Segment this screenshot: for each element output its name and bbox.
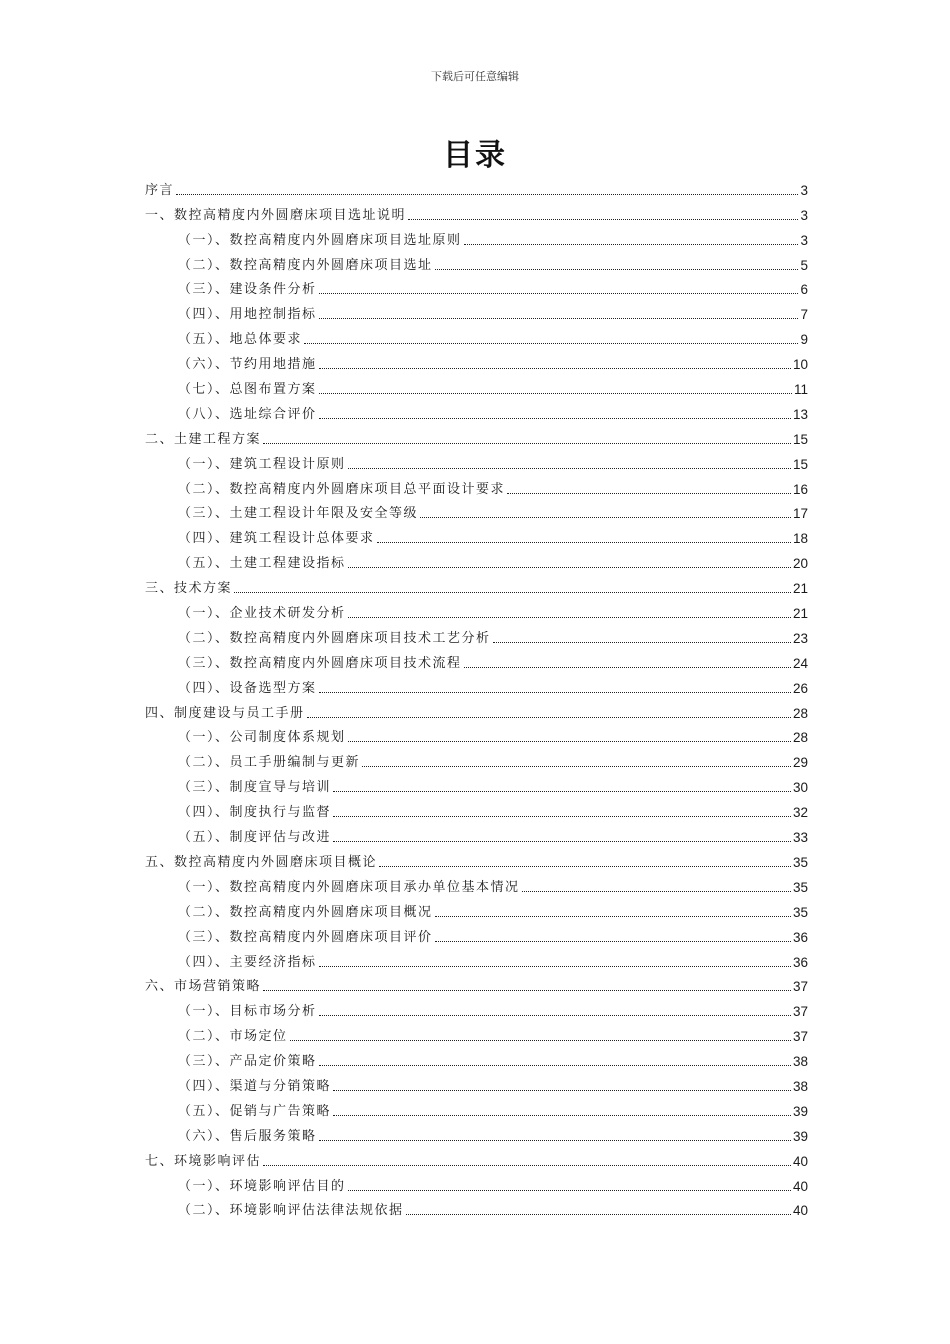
toc-entry[interactable] xyxy=(145,971,808,996)
toc-entry-label: （五）、土建工程建设指标 xyxy=(178,556,346,572)
toc-leader-dots xyxy=(333,791,791,792)
toc-leader-dots xyxy=(319,1140,791,1141)
toc-leader-dots xyxy=(348,1190,791,1191)
toc-leader-dots xyxy=(379,866,791,867)
toc-leader-dots xyxy=(290,1040,791,1041)
toc-leader-dots xyxy=(464,667,791,668)
toc-entry-label: （一）、建筑工程设计原则 xyxy=(178,456,346,472)
toc-entry-page: 38 xyxy=(792,1054,808,1070)
toc-entry-page: 32 xyxy=(792,805,808,821)
toc-entry-page: 5 xyxy=(800,257,808,273)
toc-entry-page: 40 xyxy=(792,1153,808,1169)
toc-entry-label: （二）、数控高精度内外圆磨床项目总平面设计要求 xyxy=(178,481,506,497)
toc-entry-page: 35 xyxy=(792,854,808,870)
toc-leader-dots xyxy=(333,1090,791,1091)
toc-entry-label: （二）、数控高精度内外圆磨床项目选址 xyxy=(178,257,433,273)
toc-entry[interactable] xyxy=(145,1195,808,1220)
toc-entry-page: 3 xyxy=(800,182,808,198)
toc-leader-dots xyxy=(319,1015,791,1016)
toc-leader-dots xyxy=(408,219,798,220)
toc-entry-label: （六）、节约用地措施 xyxy=(178,357,317,373)
toc-entry-page: 11 xyxy=(793,382,808,398)
toc-entry-page: 35 xyxy=(792,904,808,920)
toc-entry-label: （一）、环境影响评估目的 xyxy=(178,1178,346,1194)
toc-entry[interactable] xyxy=(145,995,808,1020)
toc-entry-label: （五）、制度评估与改进 xyxy=(178,830,332,846)
toc-entry-page: 3 xyxy=(800,207,808,223)
toc-entry[interactable] xyxy=(145,498,808,523)
toc-leader-dots xyxy=(333,841,791,842)
toc-entry[interactable] xyxy=(145,249,808,274)
toc-leader-dots xyxy=(319,418,791,419)
toc-leader-dots xyxy=(319,692,791,693)
toc-entry-label: 一、数控高精度内外圆磨床项目选址说明 xyxy=(145,207,407,223)
toc-entry-label: （五）、地总体要求 xyxy=(178,332,303,348)
toc-entry[interactable] xyxy=(145,697,808,722)
toc-entry[interactable] xyxy=(145,1045,808,1070)
toc-entry-page: 18 xyxy=(792,531,808,547)
toc-leader-dots xyxy=(319,393,792,394)
toc-leader-dots xyxy=(522,891,791,892)
toc-leader-dots xyxy=(234,592,791,593)
toc-entry[interactable] xyxy=(145,572,808,597)
toc-entry-page: 36 xyxy=(792,954,808,970)
toc-entry[interactable] xyxy=(145,547,808,572)
toc-entry[interactable] xyxy=(145,448,808,473)
toc-entry-page: 13 xyxy=(792,406,808,422)
toc-entry-page: 40 xyxy=(792,1203,808,1219)
toc-entry-page: 28 xyxy=(792,705,808,721)
toc-entry[interactable] xyxy=(145,224,808,249)
toc-entry-page: 28 xyxy=(792,730,808,746)
toc-entry-label: （二）、员工手册编制与更新 xyxy=(178,755,361,771)
toc-entry[interactable] xyxy=(145,274,808,299)
toc-entry-page: 30 xyxy=(792,780,808,796)
toc-entry[interactable] xyxy=(145,174,808,199)
toc-entry-label: （七）、总图布置方案 xyxy=(178,382,317,398)
toc-entry-label: （四）、制度执行与监督 xyxy=(178,805,332,821)
toc-entry[interactable] xyxy=(145,771,808,796)
header-note: 下载后可任意编辑 xyxy=(431,70,519,83)
toc-entry[interactable] xyxy=(145,622,808,647)
toc-entry[interactable] xyxy=(145,597,808,622)
toc-entry[interactable] xyxy=(145,821,808,846)
toc-entry-page: 21 xyxy=(792,581,808,597)
toc-entry-page: 37 xyxy=(792,1004,808,1020)
toc-entry-label: （三）、产品定价策略 xyxy=(178,1054,317,1070)
toc-entry-label: （二）、市场定位 xyxy=(178,1029,288,1045)
toc-entry-label: 三、技术方案 xyxy=(145,581,233,597)
toc-leader-dots xyxy=(435,916,791,917)
toc-entry-label: （五）、促销与广告策略 xyxy=(178,1103,332,1119)
toc-entry-label: （一）、数控高精度内外圆磨床项目选址原则 xyxy=(178,232,462,248)
toc-entry-page: 17 xyxy=(792,506,808,522)
toc-entry-page: 39 xyxy=(792,1103,808,1119)
toc-entry[interactable] xyxy=(145,348,808,373)
toc-entry[interactable] xyxy=(145,522,808,547)
toc-leader-dots xyxy=(319,966,791,967)
toc-entry-label: （四）、渠道与分销策略 xyxy=(178,1078,332,1094)
toc-entry-label: （三）、数控高精度内外圆磨床项目评价 xyxy=(178,929,433,945)
toc-entry-page: 38 xyxy=(792,1078,808,1094)
toc-entry[interactable] xyxy=(145,423,808,448)
toc-leader-dots xyxy=(263,443,791,444)
toc-leader-dots xyxy=(319,293,799,294)
toc-entry-page: 3 xyxy=(800,232,808,248)
toc-entry-label: （二）、环境影响评估法律法规依据 xyxy=(178,1203,404,1219)
toc-entry-page: 33 xyxy=(792,830,808,846)
toc-entry-label: 二、土建工程方案 xyxy=(145,431,262,447)
toc-entry-label: （四）、建筑工程设计总体要求 xyxy=(178,531,375,547)
toc-leader-dots xyxy=(304,343,798,344)
toc-entry[interactable] xyxy=(145,871,808,896)
toc-entry-label: 四、制度建设与员工手册 xyxy=(145,705,305,721)
toc-entry[interactable] xyxy=(145,672,808,697)
toc-entry[interactable] xyxy=(145,722,808,747)
toc-entry-label: 六、市场营销策略 xyxy=(145,979,262,995)
toc-entry-page: 6 xyxy=(800,282,808,298)
toc-entry[interactable] xyxy=(145,896,808,921)
toc-entry-page: 23 xyxy=(792,630,808,646)
toc-entry-label: （一）、目标市场分析 xyxy=(178,1004,317,1020)
toc-entry-page: 40 xyxy=(792,1178,808,1194)
toc-entry-page: 35 xyxy=(792,879,808,895)
toc-leader-dots xyxy=(362,766,791,767)
toc-leader-dots xyxy=(507,493,791,494)
toc-entry-label: （四）、设备选型方案 xyxy=(178,680,317,696)
toc-entry-label: （三）、数控高精度内外圆磨床项目技术流程 xyxy=(178,655,462,671)
toc-leader-dots xyxy=(493,642,791,643)
toc-entry-label: （一）、数控高精度内外圆磨床项目承办单位基本情况 xyxy=(178,879,520,895)
toc-entry[interactable] xyxy=(145,473,808,498)
toc-entry[interactable] xyxy=(145,323,808,348)
toc-entry-label: 序言 xyxy=(145,182,175,198)
toc-entry[interactable] xyxy=(145,746,808,771)
toc-entry-label: （三）、土建工程设计年限及安全等级 xyxy=(178,506,419,522)
toc-entry[interactable] xyxy=(145,298,808,323)
toc-entry[interactable] xyxy=(145,921,808,946)
toc-entry[interactable] xyxy=(145,1020,808,1045)
toc-leader-dots xyxy=(348,741,791,742)
toc-entry[interactable] xyxy=(145,398,808,423)
table-of-contents xyxy=(145,174,808,1219)
toc-entry[interactable] xyxy=(145,846,808,871)
toc-leader-dots xyxy=(307,717,791,718)
toc-leader-dots xyxy=(319,1065,791,1066)
toc-entry-page: 7 xyxy=(800,307,808,323)
toc-leader-dots xyxy=(319,318,799,319)
toc-leader-dots xyxy=(348,617,791,618)
toc-leader-dots xyxy=(377,542,791,543)
toc-entry-label: （八）、选址综合评价 xyxy=(178,406,317,422)
toc-leader-dots xyxy=(420,517,791,518)
toc-entry-label: 五、数控高精度内外圆磨床项目概论 xyxy=(145,854,378,870)
toc-leader-dots xyxy=(435,941,791,942)
toc-leader-dots xyxy=(348,567,791,568)
toc-entry-page: 15 xyxy=(792,456,808,472)
toc-leader-dots xyxy=(263,1165,791,1166)
toc-leader-dots xyxy=(435,269,799,270)
toc-entry[interactable] xyxy=(145,796,808,821)
toc-entry-page: 10 xyxy=(792,357,808,373)
toc-entry-page: 29 xyxy=(792,755,808,771)
toc-entry-label: （四）、主要经济指标 xyxy=(178,954,317,970)
toc-entry-page: 15 xyxy=(792,431,808,447)
toc-leader-dots xyxy=(348,468,791,469)
toc-leader-dots xyxy=(406,1214,791,1215)
toc-entry[interactable] xyxy=(145,647,808,672)
toc-entry-label: （二）、数控高精度内外圆磨床项目概况 xyxy=(178,904,433,920)
toc-entry-label: （四）、用地控制指标 xyxy=(178,307,317,323)
toc-entry[interactable] xyxy=(145,1095,808,1120)
toc-entry[interactable] xyxy=(145,1120,808,1145)
toc-leader-dots xyxy=(333,1115,791,1116)
toc-entry[interactable] xyxy=(145,1070,808,1095)
toc-leader-dots xyxy=(319,368,791,369)
toc-entry-page: 36 xyxy=(792,929,808,945)
toc-entry[interactable] xyxy=(145,199,808,224)
toc-entry-page: 26 xyxy=(792,680,808,696)
toc-entry-label: （二）、数控高精度内外圆磨床项目技术工艺分析 xyxy=(178,630,491,646)
toc-entry-label: （一）、企业技术研发分析 xyxy=(178,606,346,622)
toc-entry[interactable] xyxy=(145,946,808,971)
toc-entry-page: 37 xyxy=(792,979,808,995)
toc-entry-page: 39 xyxy=(792,1128,808,1144)
toc-entry-page: 16 xyxy=(792,481,808,497)
page-title: 目录 xyxy=(443,138,507,173)
toc-leader-dots xyxy=(176,194,798,195)
toc-entry-label: （六）、售后服务策略 xyxy=(178,1128,317,1144)
toc-entry[interactable] xyxy=(145,373,808,398)
toc-entry-page: 24 xyxy=(792,655,808,671)
toc-entry[interactable] xyxy=(145,1145,808,1170)
toc-entry-page: 37 xyxy=(792,1029,808,1045)
toc-entry-label: （一）、公司制度体系规划 xyxy=(178,730,346,746)
toc-entry-label: 七、环境影响评估 xyxy=(145,1153,262,1169)
toc-leader-dots xyxy=(263,990,791,991)
toc-entry[interactable] xyxy=(145,1170,808,1195)
toc-leader-dots xyxy=(333,816,791,817)
toc-entry-label: （三）、制度宣导与培训 xyxy=(178,780,332,796)
toc-entry-label: （三）、建设条件分析 xyxy=(178,282,317,298)
toc-entry-page: 21 xyxy=(792,606,808,622)
toc-leader-dots xyxy=(464,244,799,245)
toc-entry-page: 20 xyxy=(792,556,808,572)
toc-entry-page: 9 xyxy=(800,332,808,348)
